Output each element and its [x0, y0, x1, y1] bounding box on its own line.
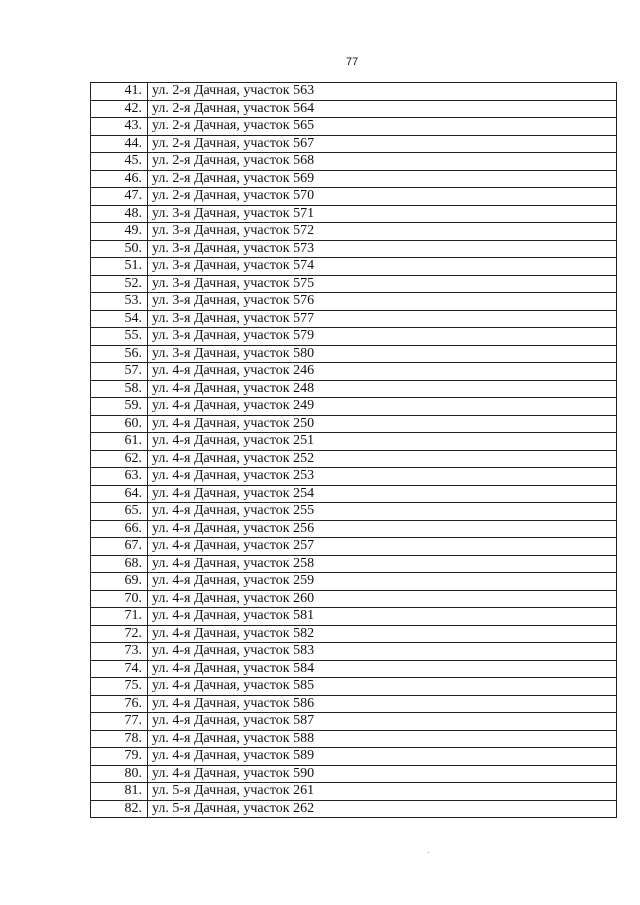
table-row	[91, 223, 617, 241]
row-number: 50.	[91, 240, 148, 258]
row-address: ул. 3-я Дачная, участок 576	[148, 293, 617, 311]
row-number: 81.	[91, 783, 148, 801]
table-row	[91, 153, 617, 171]
row-address: ул. 3-я Дачная, участок 572	[148, 223, 617, 241]
row-address: ул. 2-я Дачная, участок 563	[148, 83, 617, 101]
table-row	[91, 748, 617, 766]
address-table	[90, 82, 617, 818]
row-address: ул. 2-я Дачная, участок 564	[148, 100, 617, 118]
row-number: 52.	[91, 275, 148, 293]
row-address: ул. 4-я Дачная, участок 250	[148, 415, 617, 433]
table-row	[91, 608, 617, 626]
table-row	[91, 328, 617, 346]
row-number: 49.	[91, 223, 148, 241]
row-number: 42.	[91, 100, 148, 118]
table-row	[91, 398, 617, 416]
table-row	[91, 310, 617, 328]
row-address: ул. 3-я Дачная, участок 580	[148, 345, 617, 363]
row-number: 60.	[91, 415, 148, 433]
row-address: ул. 3-я Дачная, участок 573	[148, 240, 617, 258]
row-number: 47.	[91, 188, 148, 206]
row-address: ул. 4-я Дачная, участок 586	[148, 695, 617, 713]
row-number: 58.	[91, 380, 148, 398]
table-row	[91, 713, 617, 731]
row-address: ул. 4-я Дачная, участок 587	[148, 713, 617, 731]
row-number: 61.	[91, 433, 148, 451]
table-row	[91, 468, 617, 486]
row-number: 70.	[91, 590, 148, 608]
row-address: ул. 5-я Дачная, участок 262	[148, 800, 617, 818]
row-number: 56.	[91, 345, 148, 363]
row-address: ул. 4-я Дачная, участок 257	[148, 538, 617, 556]
table-row	[91, 730, 617, 748]
row-number: 76.	[91, 695, 148, 713]
row-address: ул. 4-я Дачная, участок 254	[148, 485, 617, 503]
row-address: ул. 4-я Дачная, участок 584	[148, 660, 617, 678]
table-row	[91, 520, 617, 538]
row-number: 44.	[91, 135, 148, 153]
table-row	[91, 275, 617, 293]
row-address: ул. 4-я Дачная, участок 582	[148, 625, 617, 643]
table-row	[91, 625, 617, 643]
table-row	[91, 188, 617, 206]
row-number: 41.	[91, 83, 148, 101]
table-row	[91, 293, 617, 311]
row-number: 79.	[91, 748, 148, 766]
row-address: ул. 5-я Дачная, участок 261	[148, 783, 617, 801]
table-row	[91, 415, 617, 433]
table-row	[91, 135, 617, 153]
table-row	[91, 590, 617, 608]
row-address: ул. 4-я Дачная, участок 246	[148, 363, 617, 381]
table-row	[91, 485, 617, 503]
table-row	[91, 503, 617, 521]
row-number: 59.	[91, 398, 148, 416]
table-row	[91, 538, 617, 556]
table-row	[91, 678, 617, 696]
table-row	[91, 660, 617, 678]
row-address: ул. 4-я Дачная, участок 253	[148, 468, 617, 486]
row-number: 71.	[91, 608, 148, 626]
row-number: 48.	[91, 205, 148, 223]
table-row	[91, 800, 617, 818]
row-address: ул. 3-я Дачная, участок 575	[148, 275, 617, 293]
row-number: 43.	[91, 118, 148, 136]
table-row	[91, 345, 617, 363]
row-number: 77.	[91, 713, 148, 731]
row-address: ул. 4-я Дачная, участок 260	[148, 590, 617, 608]
scan-speck	[428, 852, 429, 853]
row-number: 45.	[91, 153, 148, 171]
row-address: ул. 4-я Дачная, участок 248	[148, 380, 617, 398]
table-row	[91, 258, 617, 276]
row-number: 67.	[91, 538, 148, 556]
row-number: 69.	[91, 573, 148, 591]
table-row	[91, 363, 617, 381]
row-number: 65.	[91, 503, 148, 521]
table-row	[91, 118, 617, 136]
row-address: ул. 4-я Дачная, участок 585	[148, 678, 617, 696]
row-number: 68.	[91, 555, 148, 573]
row-address: ул. 2-я Дачная, участок 565	[148, 118, 617, 136]
row-address: ул. 4-я Дачная, участок 581	[148, 608, 617, 626]
row-number: 80.	[91, 765, 148, 783]
table-row	[91, 170, 617, 188]
row-number: 63.	[91, 468, 148, 486]
table-row	[91, 240, 617, 258]
row-number: 78.	[91, 730, 148, 748]
row-address: ул. 2-я Дачная, участок 569	[148, 170, 617, 188]
table-row	[91, 100, 617, 118]
row-number: 55.	[91, 328, 148, 346]
table-row	[91, 433, 617, 451]
row-address: ул. 4-я Дачная, участок 588	[148, 730, 617, 748]
row-address: ул. 2-я Дачная, участок 570	[148, 188, 617, 206]
row-number: 53.	[91, 293, 148, 311]
page-number: 77	[346, 56, 359, 68]
row-number: 46.	[91, 170, 148, 188]
table-row	[91, 83, 617, 101]
row-address: ул. 4-я Дачная, участок 259	[148, 573, 617, 591]
table-row	[91, 205, 617, 223]
table-row	[91, 765, 617, 783]
address-table-body	[91, 83, 617, 818]
row-address: ул. 3-я Дачная, участок 571	[148, 205, 617, 223]
row-number: 82.	[91, 800, 148, 818]
table-row	[91, 380, 617, 398]
table-row	[91, 450, 617, 468]
row-address: ул. 4-я Дачная, участок 252	[148, 450, 617, 468]
row-number: 74.	[91, 660, 148, 678]
row-number: 73.	[91, 643, 148, 661]
table-row	[91, 643, 617, 661]
row-address: ул. 2-я Дачная, участок 567	[148, 135, 617, 153]
row-number: 54.	[91, 310, 148, 328]
row-address: ул. 3-я Дачная, участок 577	[148, 310, 617, 328]
row-address: ул. 2-я Дачная, участок 568	[148, 153, 617, 171]
row-address: ул. 4-я Дачная, участок 583	[148, 643, 617, 661]
row-number: 66.	[91, 520, 148, 538]
row-number: 64.	[91, 485, 148, 503]
row-address: ул. 3-я Дачная, участок 579	[148, 328, 617, 346]
row-number: 75.	[91, 678, 148, 696]
table-row	[91, 573, 617, 591]
table-row	[91, 555, 617, 573]
row-number: 51.	[91, 258, 148, 276]
table-row	[91, 695, 617, 713]
row-address: ул. 4-я Дачная, участок 589	[148, 748, 617, 766]
row-address: ул. 4-я Дачная, участок 590	[148, 765, 617, 783]
row-address: ул. 4-я Дачная, участок 251	[148, 433, 617, 451]
row-address: ул. 4-я Дачная, участок 249	[148, 398, 617, 416]
row-number: 62.	[91, 450, 148, 468]
row-number: 57.	[91, 363, 148, 381]
row-number: 72.	[91, 625, 148, 643]
row-address: ул. 3-я Дачная, участок 574	[148, 258, 617, 276]
row-address: ул. 4-я Дачная, участок 258	[148, 555, 617, 573]
table-row	[91, 783, 617, 801]
row-address: ул. 4-я Дачная, участок 255	[148, 503, 617, 521]
row-address: ул. 4-я Дачная, участок 256	[148, 520, 617, 538]
